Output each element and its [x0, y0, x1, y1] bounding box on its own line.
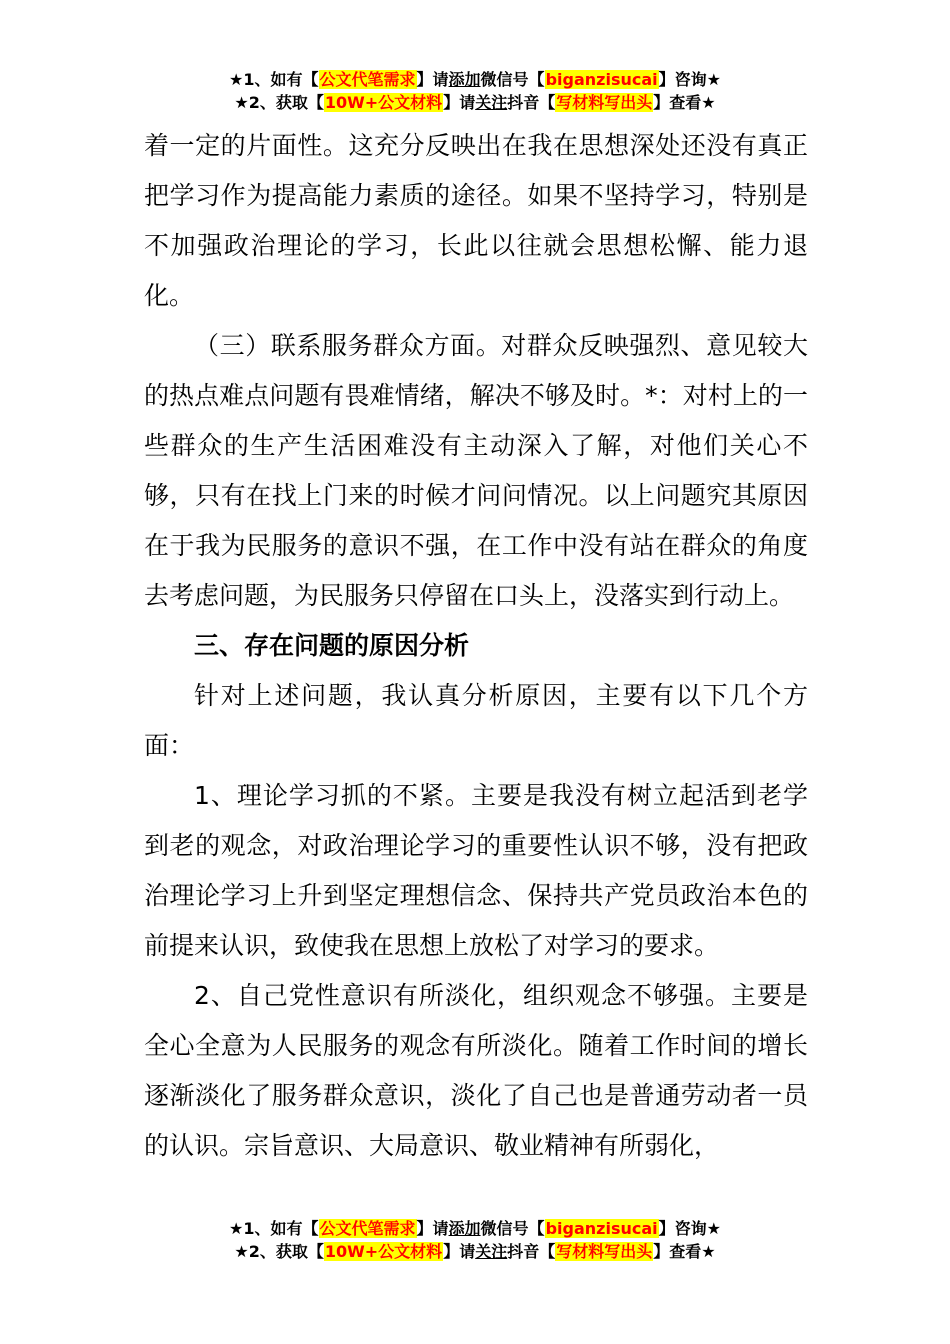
banner-line-2: [0, 1241, 950, 1264]
banner-highlight: biganzisucai: [545, 70, 658, 89]
banner-text: 】请: [416, 70, 449, 89]
paragraph-point-2: 2、自己党性意识有所淡化，组织观念不够强。主要是全心全意为人民服务的观念有所淡化。随着工作时间的增长逐渐淡化了服务群众意识，淡化了自己也是普通劳动者一员的认识。宗旨意识、大局意识、敬业精神有所弱化，: [144, 981, 808, 1160]
banner-highlight: 10W+公文材料: [324, 93, 443, 112]
banner-line-2: [0, 92, 950, 115]
banner-highlight: 写材料写出头: [556, 1242, 653, 1261]
banner-text: 】咨询★: [658, 70, 721, 89]
paragraph-intro: 针对上述问题，我认真分析原因，主要有以下几个方面：: [144, 681, 808, 760]
banner-text: ★2、获取【: [234, 93, 324, 112]
banner-highlight: 公文代笔需求: [319, 70, 416, 89]
banner-highlight: 10W+公文材料: [324, 1242, 443, 1261]
banner-text: 】请: [443, 1242, 476, 1261]
banner-text: ★1、如有【: [229, 1219, 319, 1238]
banner-text: ★1、如有【: [229, 70, 319, 89]
banner-text: 微信号【: [480, 1219, 545, 1238]
section-heading: 三、存在问题的原因分析: [194, 631, 470, 660]
banner-text: 】查看★: [653, 93, 716, 112]
banner-highlight: 写材料写出头: [556, 93, 653, 112]
banner-highlight: biganzisucai: [545, 1219, 658, 1238]
banner-underlined: 关注: [475, 93, 508, 112]
banner-underlined: 关注: [475, 1242, 508, 1261]
banner-underlined: 添加: [448, 1219, 481, 1238]
banner-text: 】查看★: [653, 1242, 716, 1261]
banner-text: 】咨询★: [658, 1219, 721, 1238]
footer-banner: [0, 1218, 950, 1264]
header-banner: [0, 69, 950, 115]
banner-line-1: [0, 1218, 950, 1241]
banner-text: 抖音【: [507, 1242, 556, 1261]
document-body: [144, 121, 808, 1171]
banner-text: 】请: [443, 93, 476, 112]
banner-underlined: 添加: [448, 70, 481, 89]
banner-text: ★2、获取【: [234, 1242, 324, 1261]
paragraph-continuation: 着一定的片面性。这充分反映出在我在思想深处还没有真正把学习作为提高能力素质的途径。如果不坚持学习，特别是不加强政治理论的学习，长此以往就会思想松懈、能力退化。: [144, 131, 808, 310]
banner-highlight: 公文代笔需求: [319, 1219, 416, 1238]
banner-text: 抖音【: [507, 93, 556, 112]
paragraph-point-1: 1、理论学习抓的不紧。主要是我没有树立起活到老学到老的观念，对政治理论学习的重要性认识不够，没有把政治理论学习上升到坚定理想信念、保持共产党员政治本色的前提来认识，致使我在思想上放松了对学习的要求。: [144, 781, 808, 960]
banner-line-1: [0, 69, 950, 92]
banner-text: 微信号【: [480, 70, 545, 89]
paragraph-service-section: （三）联系服务群众方面。对群众反映强烈、意见较大的热点难点问题有畏难情绪，解决不够及时。*：对村上的一些群众的生产生活困难没有主动深入了解，对他们关心不够，只有在找上门来的时候才问问情况。以上问题究其原因在于我为民服务的意识不强，在工作中没有站在群众的角度去考虑问题，为民服务只停留在口头上，没落实到行动上。: [144, 331, 808, 610]
banner-text: 】请: [416, 1219, 449, 1238]
